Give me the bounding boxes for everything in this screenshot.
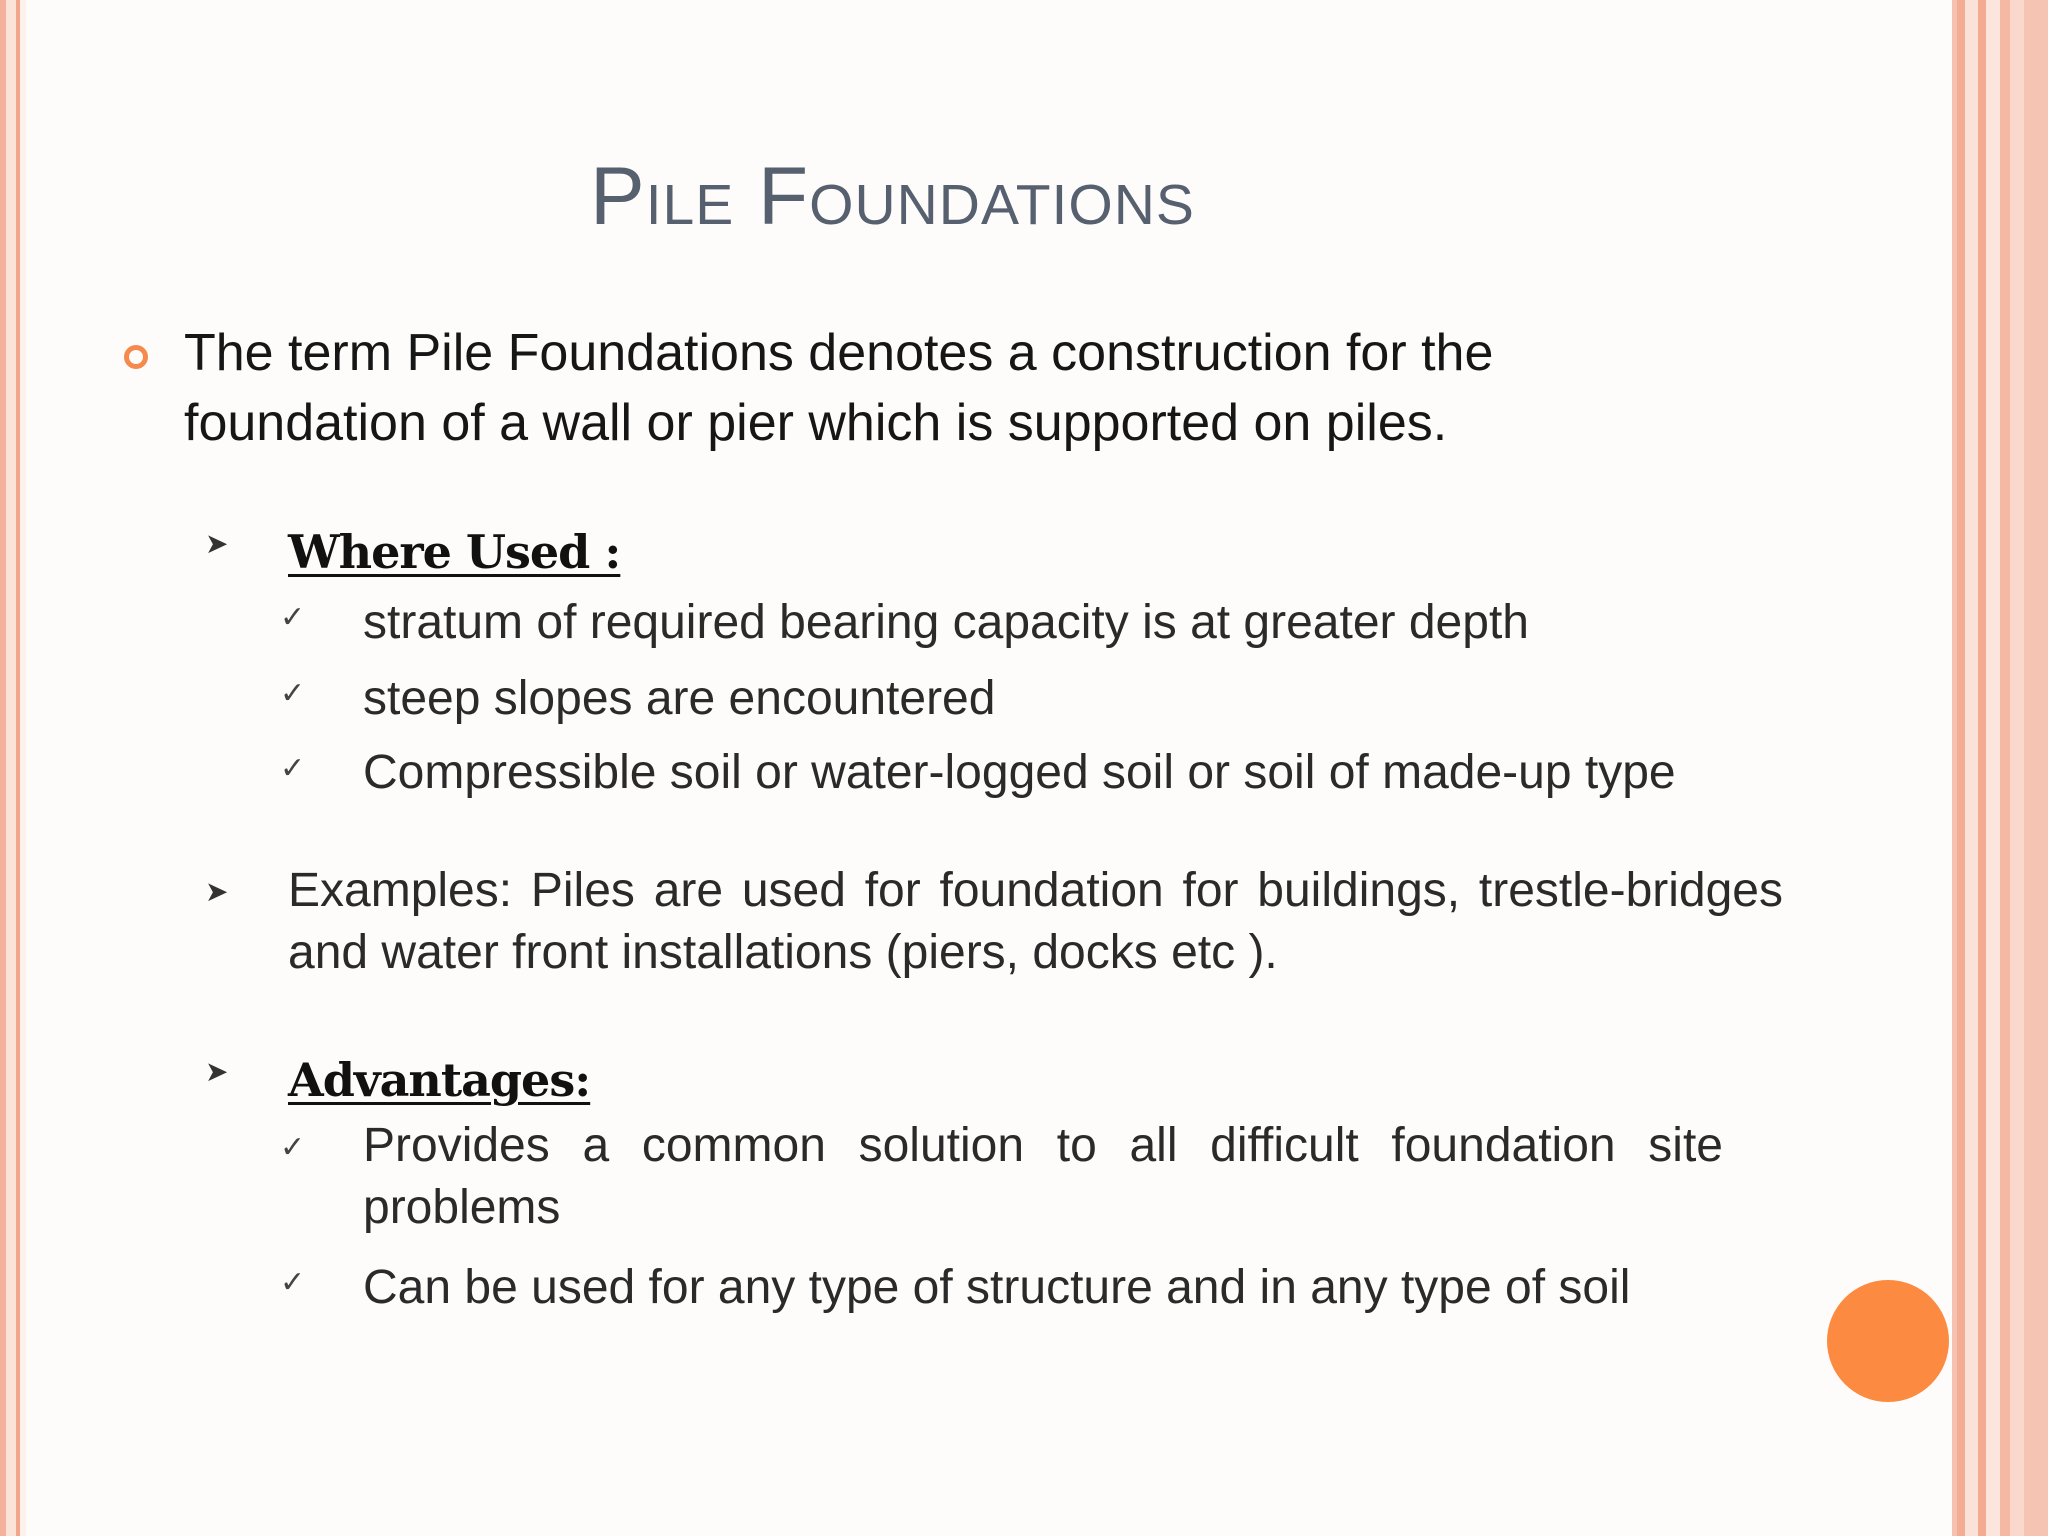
list-item: steep slopes are encountered xyxy=(363,672,996,725)
right-border-strip xyxy=(1965,0,1978,1536)
arrowhead-icon: ➤ xyxy=(205,876,229,907)
arrowhead-icon: ➤ xyxy=(205,528,229,559)
examples-paragraph: Examples: Piles are used for foundation for buildings, trestle-bridges and water front installations (piers, docks etc ). xyxy=(288,864,1783,979)
list-item: Can be used for any type of structure and in any type of soil xyxy=(363,1261,1631,1314)
ring-bullet-icon xyxy=(124,345,148,369)
list-item: Compressible soil or water-logged soil or soil of made-up type xyxy=(363,746,1676,799)
left-border-strip xyxy=(20,0,26,1536)
right-border-strip xyxy=(2000,0,2010,1536)
checkmark-icon: ✓ xyxy=(280,601,306,634)
right-border-strip xyxy=(1986,0,2000,1536)
left-border-strip xyxy=(6,0,16,1536)
right-border-strip xyxy=(1978,0,1986,1536)
list-item: stratum of required bearing capacity is at greater depth xyxy=(363,596,1529,649)
arrowhead-icon: ➤ xyxy=(205,1056,229,1087)
intro-paragraph: The term Pile Foundations denotes a construction for the foundation of a wall or pier which is supported on piles. xyxy=(184,324,1494,452)
orange-circle-icon xyxy=(1827,1280,1949,1402)
checkmark-icon: ✓ xyxy=(280,752,306,785)
slide-title: Pile Foundations xyxy=(590,151,1195,242)
checkmark-icon: ✓ xyxy=(280,677,306,710)
list-item: Provides a common solution to all difficult foundation site problems xyxy=(363,1119,1723,1234)
embedded-text-image xyxy=(200,505,1820,1355)
checkmark-icon: ✓ xyxy=(280,1266,306,1299)
right-border-strip xyxy=(2024,0,2048,1536)
where-used-heading: Where Used : xyxy=(288,525,621,579)
advantages-heading: Advantages: xyxy=(288,1053,591,1107)
right-border-strip xyxy=(1957,0,1965,1536)
checkmark-icon: ✓ xyxy=(280,1131,306,1164)
right-border-strip xyxy=(2010,0,2024,1536)
